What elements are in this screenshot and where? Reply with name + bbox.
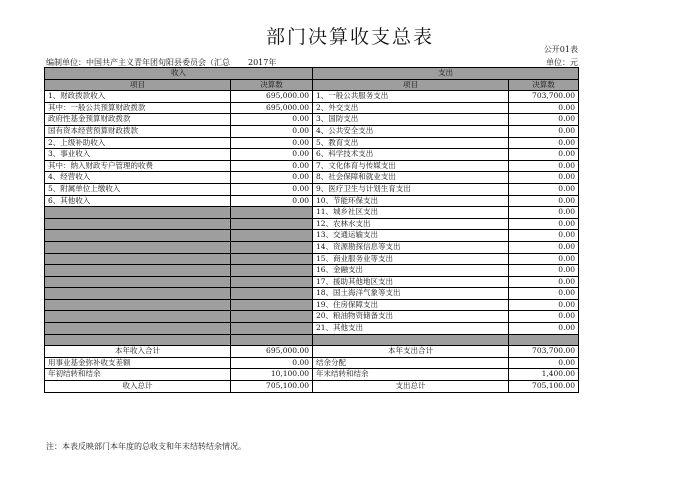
income-blank-cell xyxy=(231,334,313,346)
income-blank-cell xyxy=(45,218,231,230)
income-item-value: 0.00 xyxy=(231,125,313,137)
income-blank-cell xyxy=(231,276,313,288)
ledger-sheet xyxy=(44,67,578,437)
income-row xyxy=(45,125,313,137)
expense-row xyxy=(313,218,579,230)
form-number: 公开01表 xyxy=(543,45,578,54)
expense-row xyxy=(313,253,579,265)
income-item-label: 国有资本经营预算财政拨款 xyxy=(45,125,231,137)
expense-item-label: 15、商业服务业等支出 xyxy=(313,253,509,265)
income-item-label: 4、经营收入 xyxy=(45,172,231,184)
income-grand-row xyxy=(45,381,313,393)
income-row xyxy=(45,149,313,161)
income-blank-cell xyxy=(45,311,231,323)
income-item-label: 3、事业收入 xyxy=(45,149,231,161)
expense-item-value: 0.00 xyxy=(509,311,579,323)
income-blank-row xyxy=(45,218,313,230)
expense-item-label: 10、节能环保支出 xyxy=(313,195,509,207)
expense-row xyxy=(313,230,579,242)
income-item-value: 0.00 xyxy=(231,172,313,184)
expense-item-value: 0.00 xyxy=(509,102,579,114)
expense-item-label: 18、国土海洋气象等支出 xyxy=(313,288,509,300)
expense-item-label: 21、其他支出 xyxy=(313,323,509,335)
expense-item-value: 0.00 xyxy=(509,253,579,265)
income-col-item: 项目 xyxy=(45,79,231,91)
expense-total-row xyxy=(313,346,579,358)
expense-item-label: 11、城乡社区支出 xyxy=(313,207,509,219)
expense-item-label: 3、国防支出 xyxy=(313,114,509,126)
income-header: 收入 xyxy=(45,68,313,80)
income-item-value: 695,000.00 xyxy=(231,102,313,114)
expense-item-value: 0.00 xyxy=(509,230,579,242)
income-total-value: 695,000.00 xyxy=(231,346,313,358)
expense-item-label: 5、教育支出 xyxy=(313,137,509,149)
income-item-value: 0.00 xyxy=(231,137,313,149)
income-grand-label: 收入总计 xyxy=(45,381,231,393)
income-blank-cell xyxy=(45,334,231,346)
income-item-label: 政府性基金预算财政拨款 xyxy=(45,114,231,126)
income-blank-cell xyxy=(231,311,313,323)
income-blank-cell xyxy=(45,265,231,277)
income-blank-cell xyxy=(45,230,231,242)
expense-item-value: 0.00 xyxy=(509,241,579,253)
expense-item-label: 2、外交支出 xyxy=(313,102,509,114)
expense-item-label: 14、资源勘探信息等支出 xyxy=(313,241,509,253)
expense-grand-row xyxy=(313,381,579,393)
expense-item-label: 13、交通运输支出 xyxy=(313,230,509,242)
expense-item-label: 7、文化体育与传媒支出 xyxy=(313,160,509,172)
expense-item-label: 1、一般公共服务支出 xyxy=(313,91,509,103)
income-blank-row xyxy=(45,288,313,300)
expense-row xyxy=(313,323,579,335)
expense-blank-cell xyxy=(313,334,509,346)
income-blank-cell xyxy=(45,299,231,311)
income-blank-cell xyxy=(231,265,313,277)
expense-row xyxy=(313,195,579,207)
income-row xyxy=(45,183,313,195)
expense-item-label: 6、科学技术支出 xyxy=(313,149,509,161)
income-extra-label: 用事业基金弥补收支差额 xyxy=(45,357,231,369)
expense-blank-row xyxy=(313,334,579,346)
expense-col-amount: 决算数 xyxy=(509,79,579,91)
income-item-label: 其中：一般公共预算财政拨款 xyxy=(45,102,231,114)
income-item-value: 0.00 xyxy=(231,114,313,126)
expense-row xyxy=(313,276,579,288)
income-blank-cell xyxy=(231,323,313,335)
expense-col-item: 项目 xyxy=(313,79,509,91)
expense-extra-row xyxy=(313,369,579,381)
expense-item-value: 0.00 xyxy=(509,276,579,288)
expense-item-value: 0.00 xyxy=(509,218,579,230)
income-extra-value: 10,100.00 xyxy=(231,369,313,381)
expense-extra-label: 结余分配 xyxy=(313,357,509,369)
expense-item-label: 16、金融支出 xyxy=(313,265,509,277)
income-row xyxy=(45,172,313,184)
income-table xyxy=(44,67,313,393)
income-row xyxy=(45,195,313,207)
income-item-value: 0.00 xyxy=(231,160,313,172)
income-item-value: 0.00 xyxy=(231,149,313,161)
income-row xyxy=(45,160,313,172)
expense-item-value: 0.00 xyxy=(509,195,579,207)
income-row xyxy=(45,114,313,126)
expense-row xyxy=(313,207,579,219)
income-blank-cell xyxy=(45,207,231,219)
currency-unit: 单位：元 xyxy=(546,58,578,67)
expense-item-value: 0.00 xyxy=(509,183,579,195)
expense-blank-cell xyxy=(509,334,579,346)
expense-item-value: 0.00 xyxy=(509,160,579,172)
expense-row xyxy=(313,265,579,277)
expense-item-value: 0.00 xyxy=(509,172,579,184)
expense-row xyxy=(313,172,579,184)
income-blank-cell xyxy=(231,253,313,265)
expense-row xyxy=(313,102,579,114)
expense-extra-value: 1,400.00 xyxy=(509,369,579,381)
income-blank-row xyxy=(45,207,313,219)
expense-item-value: 0.00 xyxy=(509,207,579,219)
expense-item-label: 4、公共安全支出 xyxy=(313,125,509,137)
expense-grand-label: 支出总计 xyxy=(313,381,509,393)
income-col-amount: 决算数 xyxy=(231,79,313,91)
income-blank-row xyxy=(45,241,313,253)
expense-item-label: 8、社会保障和就业支出 xyxy=(313,172,509,184)
footnote: 注：本表反映部门本年度的总收支和年末结转结余情况。 xyxy=(46,442,246,451)
income-blank-cell xyxy=(45,288,231,300)
income-total-row xyxy=(45,346,313,358)
expense-item-value: 0.00 xyxy=(509,149,579,161)
expense-header: 支出 xyxy=(313,68,579,80)
expense-item-value: 0.00 xyxy=(509,323,579,335)
income-row xyxy=(45,102,313,114)
income-blank-row xyxy=(45,276,313,288)
income-item-value: 0.00 xyxy=(231,183,313,195)
expense-section xyxy=(312,67,578,393)
expense-row xyxy=(313,149,579,161)
income-item-label: 其中：纳入财政专户管理的收费 xyxy=(45,160,231,172)
expense-item-label: 9、医疗卫生与计划生育支出 xyxy=(313,183,509,195)
expense-item-value: 0.00 xyxy=(509,265,579,277)
expense-item-value: 0.00 xyxy=(509,114,579,126)
expense-row xyxy=(313,299,579,311)
expense-row xyxy=(313,241,579,253)
expense-table xyxy=(312,67,579,393)
income-row xyxy=(45,137,313,149)
income-blank-cell xyxy=(231,299,313,311)
compiling-unit: 编制单位：中国共产主义青年团旬阳县委员会（汇总 xyxy=(46,58,230,67)
income-item-label: 6、其他收入 xyxy=(45,195,231,207)
expense-total-value: 703,700.00 xyxy=(509,346,579,358)
income-blank-cell xyxy=(45,323,231,335)
expense-item-label: 19、住房保障支出 xyxy=(313,299,509,311)
income-section xyxy=(44,67,312,393)
income-item-value: 0.00 xyxy=(231,195,313,207)
expense-grand-value: 705,100.00 xyxy=(509,381,579,393)
expense-item-label: 20、粮油物资储备支出 xyxy=(313,311,509,323)
income-blank-row xyxy=(45,334,313,346)
expense-extra-value: 0.00 xyxy=(509,357,579,369)
income-grand-value: 705,100.00 xyxy=(231,381,313,393)
expense-item-label: 17、援助其他地区支出 xyxy=(313,276,509,288)
income-blank-cell xyxy=(45,276,231,288)
income-blank-row xyxy=(45,253,313,265)
income-item-label: 1、财政拨款收入 xyxy=(45,91,231,103)
expense-extra-label: 年末结转和结余 xyxy=(313,369,509,381)
expense-item-value: 0.00 xyxy=(509,137,579,149)
expense-row xyxy=(313,183,579,195)
expense-item-value: 703,700.00 xyxy=(509,91,579,103)
income-total-label: 本年收入合计 xyxy=(45,346,231,358)
expense-row xyxy=(313,311,579,323)
expense-row xyxy=(313,137,579,149)
income-blank-cell xyxy=(231,288,313,300)
expense-item-label: 12、农林水支出 xyxy=(313,218,509,230)
expense-row xyxy=(313,91,579,103)
income-extra-value: 0.00 xyxy=(231,357,313,369)
income-extra-row xyxy=(45,369,313,381)
expense-extra-row xyxy=(313,357,579,369)
income-blank-cell xyxy=(45,253,231,265)
income-blank-cell xyxy=(45,241,231,253)
income-blank-cell xyxy=(231,230,313,242)
expense-row xyxy=(313,288,579,300)
page-title: 部门决算收支总表 xyxy=(265,26,434,48)
income-blank-row xyxy=(45,299,313,311)
expense-item-value: 0.00 xyxy=(509,288,579,300)
income-blank-cell xyxy=(231,241,313,253)
income-item-value: 695,000.00 xyxy=(231,91,313,103)
income-blank-row xyxy=(45,230,313,242)
income-row xyxy=(45,91,313,103)
income-blank-cell xyxy=(231,207,313,219)
income-item-label: 2、上级补助收入 xyxy=(45,137,231,149)
income-blank-row xyxy=(45,311,313,323)
expense-row xyxy=(313,160,579,172)
expense-total-label: 本年支出合计 xyxy=(313,346,509,358)
expense-row xyxy=(313,114,579,126)
income-extra-row xyxy=(45,357,313,369)
income-item-label: 5、附属单位上缴收入 xyxy=(45,183,231,195)
report-year: 2017年 xyxy=(248,58,277,67)
income-blank-row xyxy=(45,265,313,277)
income-blank-cell xyxy=(231,218,313,230)
income-extra-label: 年初结转和结余 xyxy=(45,369,231,381)
expense-item-value: 0.00 xyxy=(509,125,579,137)
income-blank-row xyxy=(45,323,313,335)
expense-row xyxy=(313,125,579,137)
expense-item-value: 0.00 xyxy=(509,299,579,311)
